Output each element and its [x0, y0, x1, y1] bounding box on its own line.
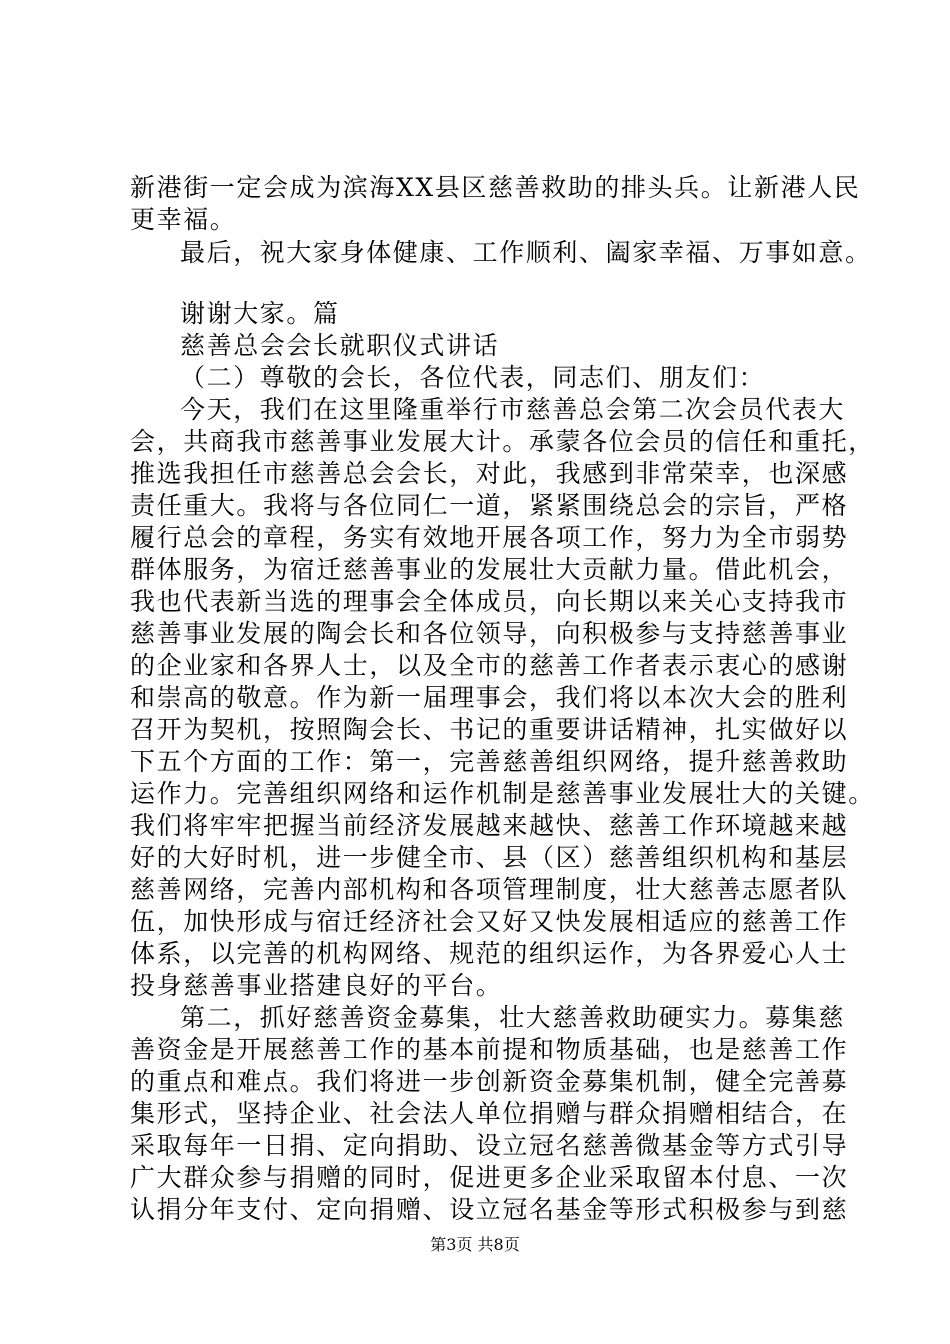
text-line: 的企业家和各界人士，以及全市的慈善工作者表示衷心的感谢	[130, 651, 849, 680]
text-line: 好的大好时机，进一步健全市、县（区）慈善组织机构和基层	[130, 843, 849, 872]
text-line: 慈善事业发展的陶会长和各位领导，向积极参与支持慈善事业	[130, 619, 849, 648]
text-line: 投身慈善事业搭建良好的平台。	[130, 971, 503, 1000]
text-line: 慈善网络，完善内部机构和各项管理制度，壮大慈善志愿者队	[130, 875, 849, 904]
text-line: 运作力。完善组织网络和运作机制是慈善事业发展壮大的关键。	[130, 779, 875, 808]
text-line: 推选我担任市慈善总会会长，对此，我感到非常荣幸，也深感	[130, 459, 849, 488]
salutation: （二）尊敬的会长，各位代表，同志们、朋友们：	[180, 363, 766, 392]
speech-title: 慈善总会会长就职仪式讲话	[180, 331, 500, 360]
text-line: 采取每年一日捐、定向捐助、设立冠名慈善微基金等方式引导	[130, 1131, 849, 1160]
text-line: 下五个方面的工作：第一，完善慈善组织网络，提升慈善救助	[130, 747, 849, 776]
text-line: 履行总会的章程，务实有效地开展各项工作，努力为全市弱势	[130, 523, 849, 552]
text-line: 体系，以完善的机构网络、规范的组织运作，为各界爱心人士	[130, 939, 849, 968]
text-line: 我也代表新当选的理事会全体成员，向长期以来关心支持我市	[130, 587, 849, 616]
text-line: 认捐分年支付、定向捐赠、设立冠名基金等形式积极参与到慈	[130, 1195, 849, 1224]
text-line: 谢谢大家。篇	[180, 299, 340, 328]
text-line: 集形式，坚持企业、社会法人单位捐赠与群众捐赠相结合，在	[130, 1099, 849, 1128]
text-line: 伍，加快形成与宿迁经济社会又好又快发展相适应的慈善工作	[130, 907, 849, 936]
text-line: 更幸福。	[130, 205, 237, 234]
text-line: 责任重大。我将与各位同仁一道，紧紧围绕总会的宗旨，严格	[130, 491, 849, 520]
text-line: 会，共商我市慈善事业发展大计。承蒙各位会员的信任和重托，	[130, 427, 875, 456]
text-line: 最后，祝大家身体健康、工作顺利、阖家幸福、万事如意。	[180, 238, 872, 267]
text-line: 群体服务，为宿迁慈善事业的发展壮大贡献力量。借此机会，	[130, 555, 849, 584]
text-line: 今天，我们在这里隆重举行市慈善总会第二次会员代表大	[180, 395, 846, 424]
page-number-footer: 第3页 共8页	[430, 1235, 520, 1254]
text-line: 新港街一定会成为滨海XX县区慈善救助的排头兵。让新港人民	[130, 173, 861, 202]
text-line: 召开为契机，按照陶会长、书记的重要讲话精神，扎实做好以	[130, 715, 849, 744]
text-line: 和崇高的敬意。作为新一届理事会，我们将以本次大会的胜利	[130, 683, 849, 712]
text-line: 的重点和难点。我们将进一步创新资金募集机制，健全完善募	[130, 1067, 849, 1096]
text-line: 第二，抓好慈善资金募集，壮大慈善救助硬实力。募集慈	[180, 1003, 846, 1032]
text-line: 我们将牢牢把握当前经济发展越来越快、慈善工作环境越来越	[130, 811, 849, 840]
text-line: 善资金是开展慈善工作的基本前提和物质基础，也是慈善工作	[130, 1035, 849, 1064]
text-line: 广大群众参与捐赠的同时，促进更多企业采取留本付息、一次	[130, 1163, 849, 1192]
